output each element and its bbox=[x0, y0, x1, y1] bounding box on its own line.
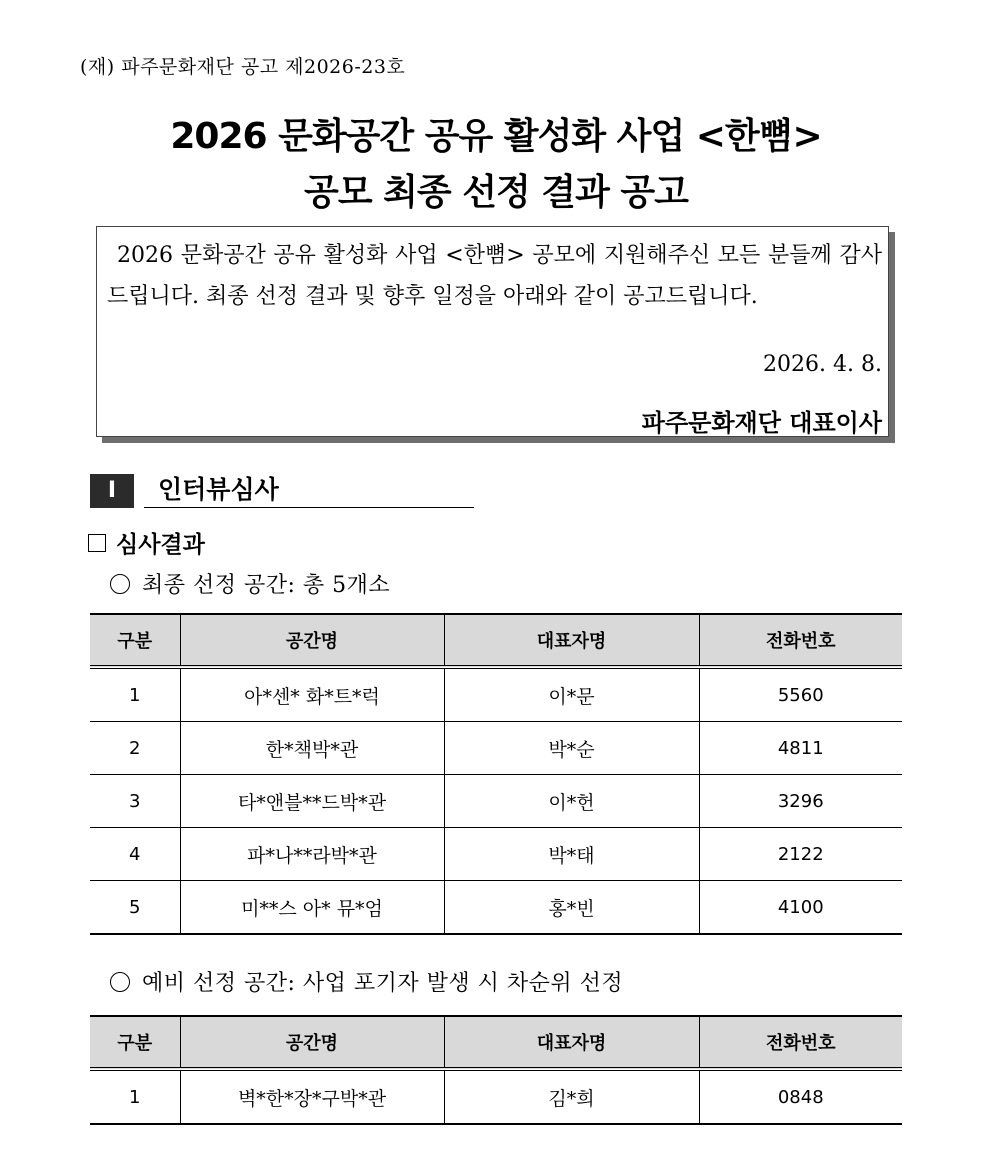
header-representative: 대표자명 bbox=[444, 1016, 699, 1069]
phone-number: 4100 bbox=[699, 881, 902, 935]
table-row bbox=[90, 722, 902, 775]
table-row bbox=[90, 775, 902, 828]
phone-number: 5560 bbox=[699, 667, 902, 722]
row-number: 1 bbox=[90, 667, 180, 722]
final-selection-table bbox=[90, 613, 902, 935]
header-category: 구분 bbox=[90, 1016, 180, 1069]
table-row bbox=[90, 667, 902, 722]
checkbox-square-icon bbox=[88, 534, 106, 552]
header-space-name: 공간명 bbox=[180, 614, 444, 667]
phone-number: 2122 bbox=[699, 828, 902, 881]
subheading-label: 심사결과 bbox=[116, 532, 205, 558]
header-representative: 대표자명 bbox=[444, 614, 699, 667]
space-name: 아*센* 화*트*럭 bbox=[180, 667, 444, 722]
representative-name: 김*희 bbox=[444, 1069, 699, 1124]
section-number: I bbox=[90, 474, 134, 508]
space-name: 한*책박*관 bbox=[180, 722, 444, 775]
reserve-selection-label bbox=[110, 966, 623, 997]
header-category: 구분 bbox=[90, 614, 180, 667]
table-row bbox=[90, 828, 902, 881]
phone-number: 0848 bbox=[699, 1069, 902, 1124]
final-selection-text: 최종 선정 공간: 총 5개소 bbox=[142, 573, 391, 598]
intro-text: 2026 문화공간 공유 활성화 사업 <한뼘> 공모에 지원해주신 모든 분들께 감사드립니다. 최종 선정 결과 및 향후 일정을 아래와 같이 공고드립니다. bbox=[107, 243, 882, 309]
header-phone: 전화번호 bbox=[699, 614, 902, 667]
space-name: 미**스 아* 뮤*엄 bbox=[180, 881, 444, 935]
intro-box bbox=[96, 226, 889, 437]
section-title: 인터뷰심사 bbox=[144, 472, 474, 508]
circle-bullet-icon bbox=[110, 972, 130, 992]
row-number: 2 bbox=[90, 722, 180, 775]
representative-name: 이*헌 bbox=[444, 775, 699, 828]
representative-name: 박*순 bbox=[444, 722, 699, 775]
space-name: 벽*한*장*구박*관 bbox=[180, 1069, 444, 1124]
phone-number: 3296 bbox=[699, 775, 902, 828]
reserve-selection-text: 예비 선정 공간: 사업 포기자 발생 시 차순위 선정 bbox=[142, 971, 624, 996]
row-number: 5 bbox=[90, 881, 180, 935]
space-name: 타*앤블**드박*관 bbox=[180, 775, 444, 828]
notice-date: 2026. 4. 8. bbox=[763, 352, 882, 377]
row-number: 3 bbox=[90, 775, 180, 828]
representative-name: 홍*빈 bbox=[444, 881, 699, 935]
space-name: 파*나**라박*관 bbox=[180, 828, 444, 881]
representative-name: 박*태 bbox=[444, 828, 699, 881]
representative-name: 이*문 bbox=[444, 667, 699, 722]
row-number: 4 bbox=[90, 828, 180, 881]
page-title-line1: 2026 문화공간 공유 활성화 사업 <한뼘> bbox=[170, 116, 822, 157]
table-header-row bbox=[90, 614, 902, 667]
phone-number: 4811 bbox=[699, 722, 902, 775]
header-phone: 전화번호 bbox=[699, 1016, 902, 1069]
final-selection-label bbox=[110, 568, 390, 599]
row-number: 1 bbox=[90, 1069, 180, 1124]
signature: 파주문화재단 대표이사 bbox=[641, 409, 882, 437]
circle-bullet-icon bbox=[110, 574, 130, 594]
reserve-selection-table bbox=[90, 1015, 902, 1125]
table-row bbox=[90, 1069, 902, 1124]
table-header-row bbox=[90, 1016, 902, 1069]
subheading bbox=[88, 526, 205, 559]
notice-number: (재) 파주문화재단 공고 제2026-23호 bbox=[80, 56, 406, 78]
table-row bbox=[90, 881, 902, 935]
header-space-name: 공간명 bbox=[180, 1016, 444, 1069]
page-title-line2: 공모 최종 선정 결과 공고 bbox=[304, 172, 688, 213]
